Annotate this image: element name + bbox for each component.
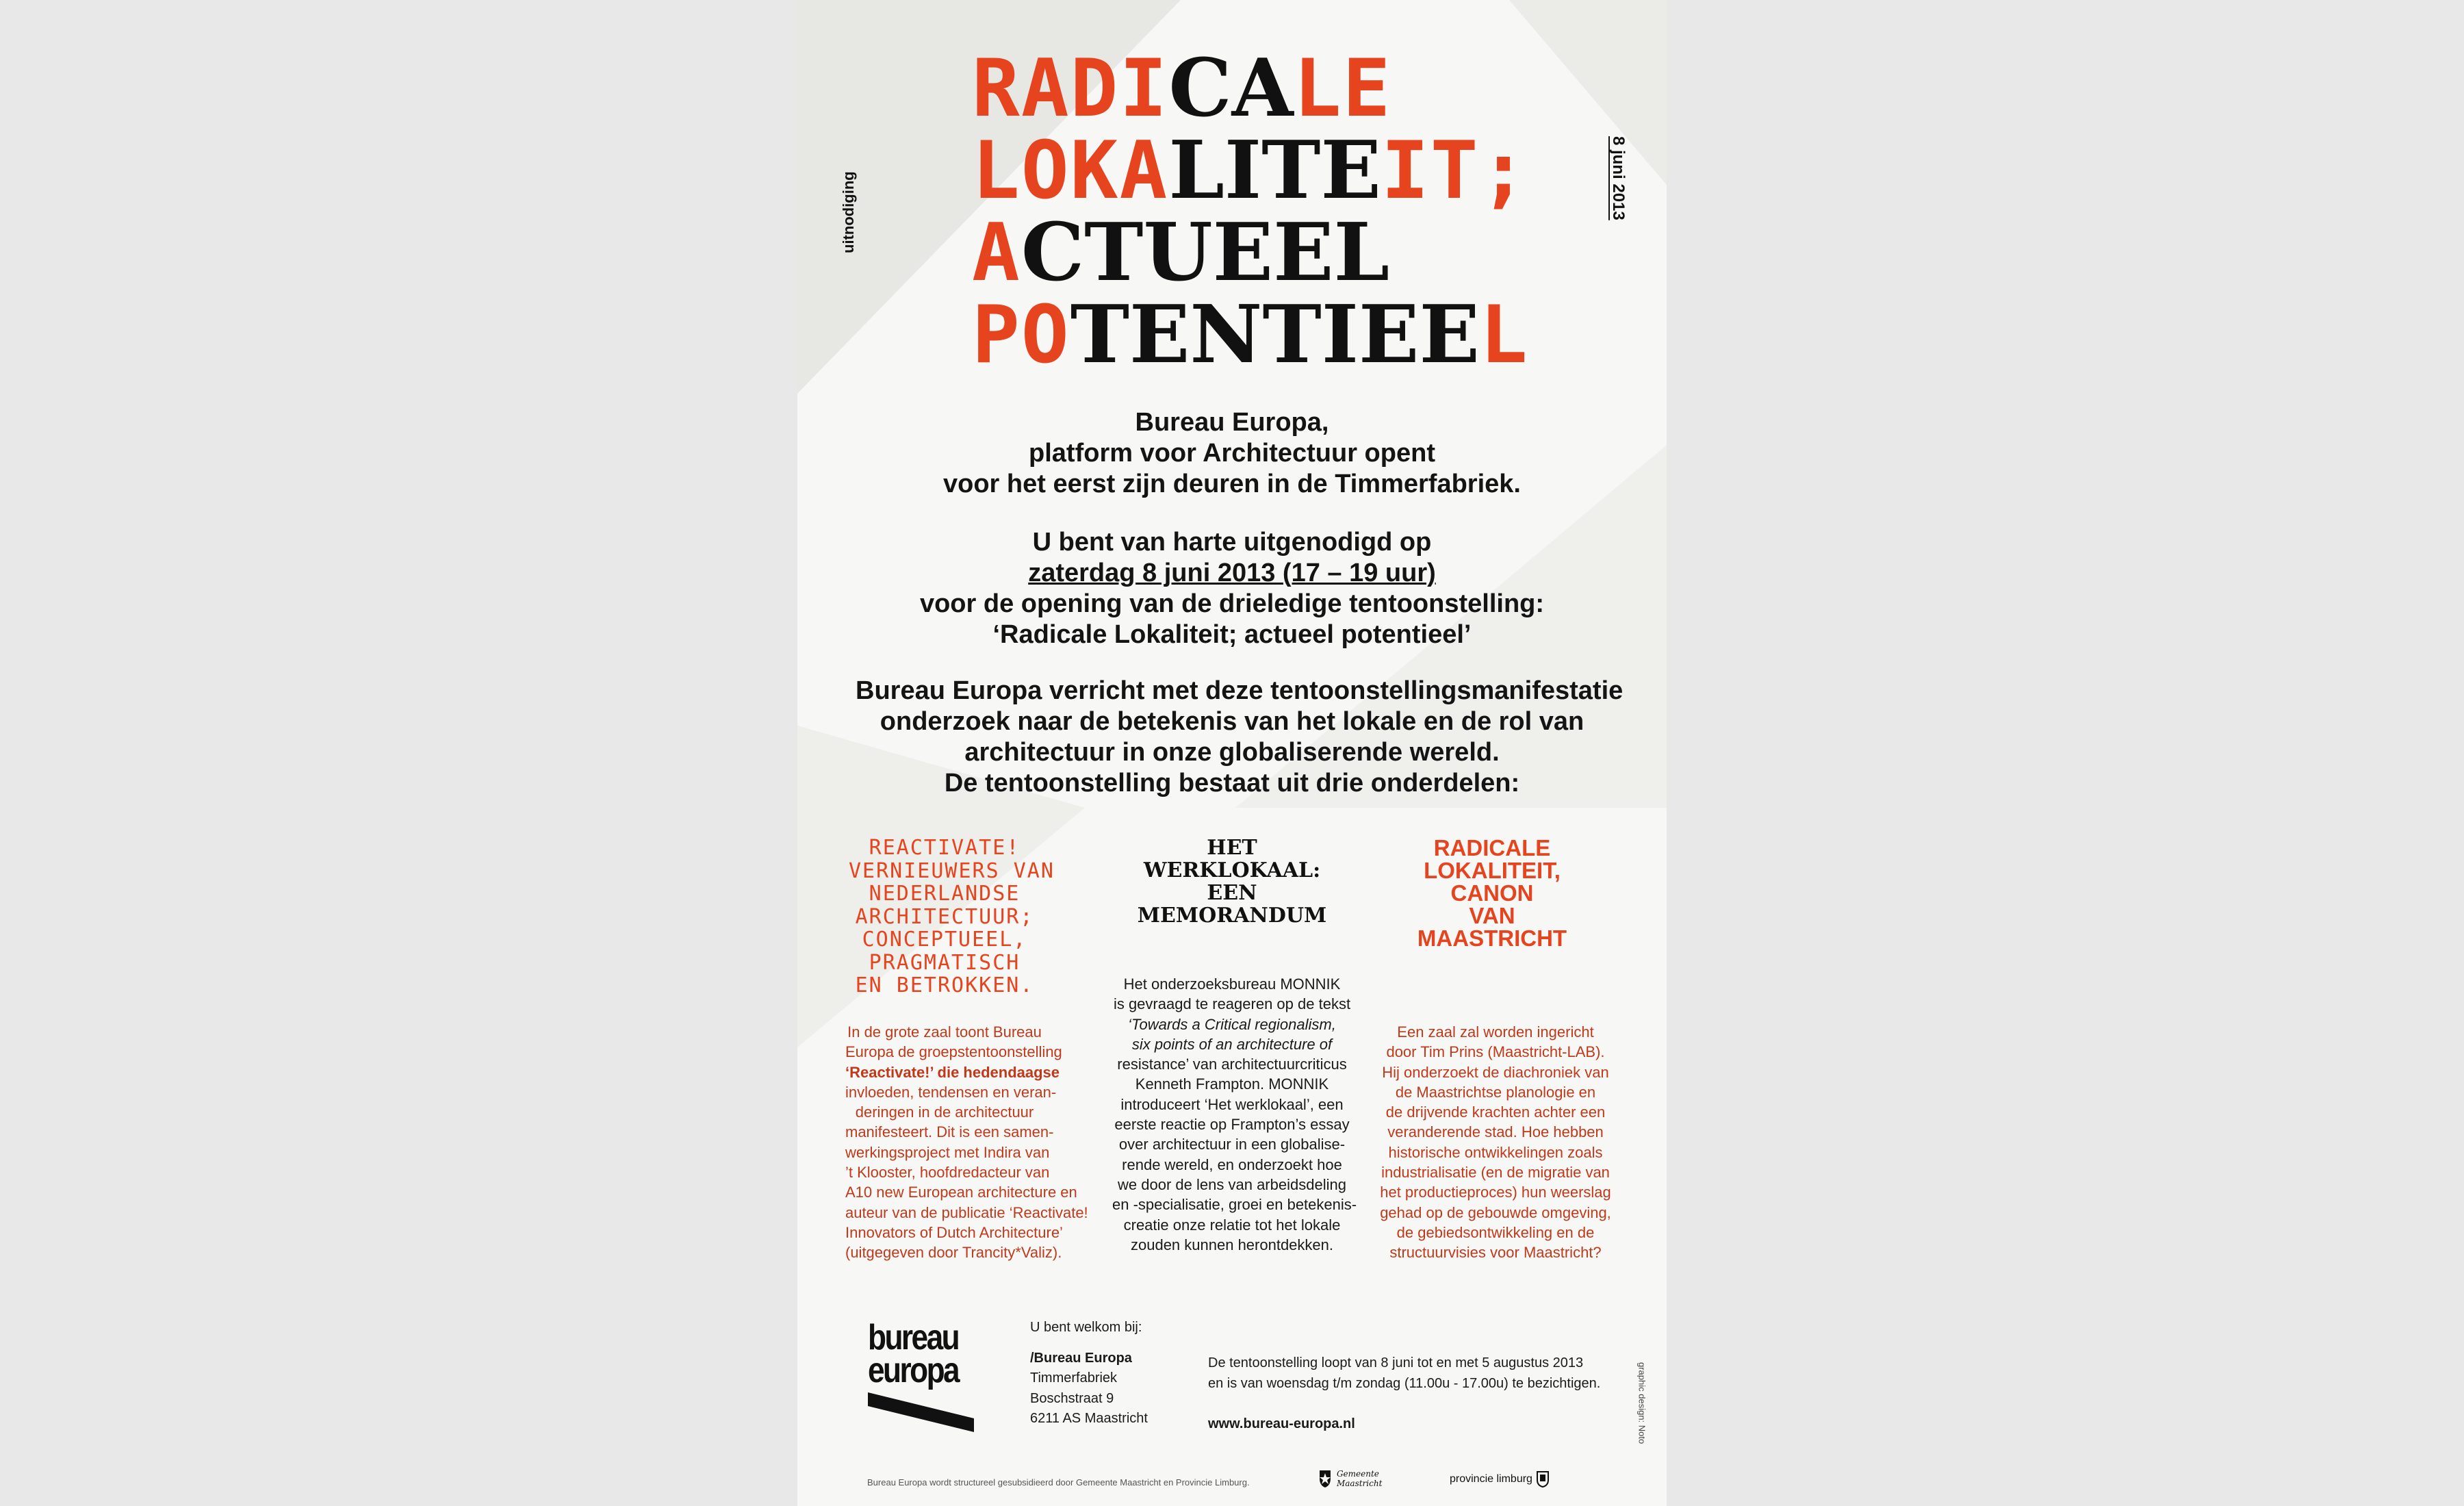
gemeente-maastricht-logo: Gemeente Maastricht — [1318, 1468, 1427, 1489]
invitation-paragraph: U bent van harte uitgenodigd op zaterdag 8 juni 2013 (17 – 19 uur) voor de opening van de drieledige tentoonstelling: ‘Radicale Lokaliteit; actueel potentieel’ — [919, 528, 1545, 649]
title-line-1: RADICALE — [972, 42, 1392, 135]
column-3-text: Een zaal zal worden ingericht door Tim Prins (Maastricht-LAB). Hij onderzoekt de diachroniek van de Maastrichtse planologie en de drijvende krachten achter een veranderende stad. Hoe hebben historische ontwikkelingen zoals industrialisatie (en de migratie van het productieproces) hun weerslag gehad op de gebouwde omgeving, de gebiedsontwikkeling en de structuurvisies voor Maastricht? — [1380, 1023, 1611, 1262]
opening-date: zaterdag 8 juni 2013 (17 – 19 uur) — [1028, 559, 1436, 587]
website-link[interactable]: www.bureau-europa.nl — [1208, 1416, 1355, 1431]
column-1-heading: REACTIVATE! VERNIEUWERS VAN NEDERLANDSE ARCHITECTUUR; CONCEPTUEEL, PRAGMATISCH EN BETROKKEN. — [849, 836, 1055, 997]
column-2-text: Het onderzoeksbureau MONNIK is gevraagd te reageren op de tekst ‘Towards a Critical regionalism, six points of an architecture of resistance’ van architectuurcriticus Kenneth Frampton. MONNIK introduceert ‘Het werklokaal’, een eerste reactie op Frampton’s essay over architectuur in een globalise- rende wereld, en onderzoekt hoe we door de lens van arbeidsdeling en -specialisatie, groei en betekenis- creatie onze relatie tot het lokale zouden kunnen herontdekken. — [1112, 975, 1357, 1253]
column-2-heading: HET WERKLOKAAL: EEN MEMORANDUM — [1137, 836, 1327, 928]
event-date-vertical: 8 juni 2013 — [1609, 136, 1628, 220]
intro-paragraph: Bureau Europa, platform voor Architectuur opent voor het eerst zijn deuren in de Timmerfabriek. — [943, 408, 1521, 498]
venue-address: U bent welkom bij: /Bureau Europa Timmerfabriek Boschstraat 9 6211 AS Maastricht — [1030, 1320, 1148, 1426]
provincie-limburg-logo: provincie limburg — [1450, 1470, 1569, 1488]
invitation-label: uitnodiging — [840, 171, 857, 253]
exhibition-info: De tentoonstelling loopt van 8 juni tot en met 5 augustus 2013 en is van woensdag t/m zondag (11.00u - 17.00u) te bezichtigen. www.bureau-europa.nl — [1208, 1353, 1591, 1435]
research-paragraph: Bureau Europa verricht met deze tentoonstellingsmanifestatie onderzoek naar de betekenis van het lokale en de rol van architectuur in onze globaliserende wereld. De tentoonstelling bestaat uit drie onderdelen: — [856, 676, 1624, 797]
title-line-2: LOKALITEIT; — [972, 124, 1529, 217]
column-1-text: In de grote zaal toont Bureau Europa de groepstentoonstelling ‘Reactivate!’ die hedendaagse invloeden, tendensen en veran- deringen in de architectuur manifesteert. Dit is een samen- werkingsproject met Indira van ’t Klooster, hoofdredacteur van A10 new European architecture en auteur van de publicatie ‘Reactivate! Innovators of Dutch Architecture’ (uitgegeven door Trancity*Valiz). — [845, 1023, 1088, 1262]
bureau-europa-logo: bureau europa — [868, 1320, 974, 1433]
province-crest-icon — [1537, 1471, 1549, 1488]
subsidy-note: Bureau Europa wordt structureel gesubsidieerd door Gemeente Maastricht en Provincie Limburg. — [867, 1477, 1250, 1488]
poster-title — [972, 42, 1540, 381]
title-line-4: POTENTIEEL — [972, 288, 1529, 381]
city-crest-icon — [1318, 1469, 1333, 1488]
logo-slash-icon — [868, 1388, 974, 1433]
column-3-heading: RADICALE LOKALITEIT, CANON VAN MAASTRICHT — [1417, 835, 1567, 951]
title-line-3: ACTUEEL — [972, 206, 1390, 299]
design-credit: graphic design: Noto — [1637, 1362, 1647, 1444]
